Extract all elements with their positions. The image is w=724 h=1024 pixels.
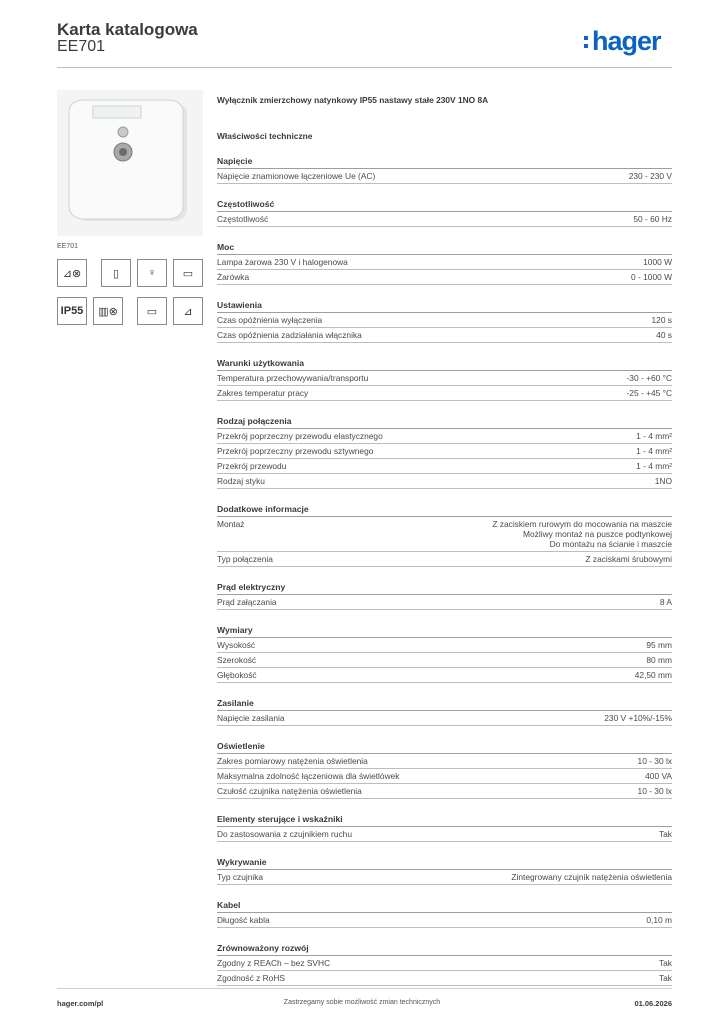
header-divider xyxy=(57,67,672,68)
spec-value: Z zaciskami śrubowymi xyxy=(585,554,672,564)
spec-row xyxy=(217,784,672,799)
section-heading: Elementy sterujące i wskaźniki xyxy=(217,814,672,827)
spec-row xyxy=(217,769,672,784)
section-heading: Wykrywanie xyxy=(217,857,672,870)
spec-section xyxy=(217,199,672,227)
spec-row xyxy=(217,595,672,610)
spec-section xyxy=(217,358,672,401)
spec-row xyxy=(217,169,672,184)
din-mounting-icon: ▥⊗ xyxy=(93,297,123,325)
tube-icon: ▭ xyxy=(137,297,167,325)
section-heading: Zasilanie xyxy=(217,698,672,711)
spec-row xyxy=(217,212,672,227)
spec-label: Długość kabla xyxy=(217,915,270,925)
spec-value: 1 - 4 mm² xyxy=(636,461,672,471)
ip55-badge: IP55 xyxy=(57,297,87,325)
spec-value: 0,10 m xyxy=(646,915,672,925)
spec-value: 50 - 60 Hz xyxy=(633,214,672,224)
spec-label: Rodzaj styku xyxy=(217,476,265,486)
spec-label: Szerokość xyxy=(217,655,257,665)
spec-label: Czułość czujnika natężenia oświetlenia xyxy=(217,786,362,796)
spec-value: 40 s xyxy=(656,330,672,340)
spec-section xyxy=(217,504,672,567)
fluorescent-lamp-icon: ▯ xyxy=(101,259,131,287)
spec-row xyxy=(217,517,672,552)
spec-label: Lampa żarowa 230 V i halogenowa xyxy=(217,257,348,267)
spec-section xyxy=(217,582,672,610)
spec-label: Do zastosowania z czujnikiem ruchu xyxy=(217,829,352,839)
spec-label: Zakres temperatur pracy xyxy=(217,388,309,398)
spec-row xyxy=(217,371,672,386)
spec-row xyxy=(217,270,672,285)
section-heading: Wymiary xyxy=(217,625,672,638)
spec-label: Typ połączenia xyxy=(217,554,273,564)
spec-value: 10 - 30 lx xyxy=(637,756,672,766)
product-photo xyxy=(57,90,203,236)
spec-section xyxy=(217,625,672,683)
twilight-switch-image xyxy=(57,90,203,236)
spec-row xyxy=(217,711,672,726)
spec-value: 95 mm xyxy=(646,640,672,650)
photo-caption: EE701 xyxy=(57,243,79,250)
hager-logo xyxy=(592,26,661,57)
logo-text: hager xyxy=(592,26,661,56)
spec-value: 230 V +10%/-15% xyxy=(604,713,672,723)
footer-notice: Zastrzegamy sobie możliwość zmian technicznych xyxy=(283,999,441,1006)
spec-label: Zgodny z REACh – bez SVHC xyxy=(217,958,331,968)
spec-value: 10 - 30 lx xyxy=(637,786,672,796)
section-heading: Dodatkowe informacje xyxy=(217,504,672,517)
spec-label: Czas opóźnienia zadziałania włącznika xyxy=(217,330,362,340)
spec-section xyxy=(217,814,672,842)
spec-row xyxy=(217,870,672,885)
section-heading: Prąd elektryczny xyxy=(217,582,672,595)
spec-value: 1000 W xyxy=(643,257,672,267)
spec-value: 42,50 mm xyxy=(634,670,672,680)
spec-row xyxy=(217,827,672,842)
spec-label: Napięcie znamionowe łączeniowe Ue (AC) xyxy=(217,171,376,181)
spec-row xyxy=(217,474,672,489)
spec-section xyxy=(217,698,672,726)
spec-value: 400 VA xyxy=(645,771,672,781)
footer-date: 01.06.2026 xyxy=(634,999,672,1008)
spec-column xyxy=(217,95,672,986)
spec-row xyxy=(217,552,672,567)
spec-row xyxy=(217,386,672,401)
spec-label: Zgodność z RoHS xyxy=(217,973,285,983)
spec-value: Tak xyxy=(658,973,672,983)
spec-label: Montaż xyxy=(217,519,245,529)
spec-section xyxy=(217,242,672,285)
spec-label: Typ czujnika xyxy=(217,872,264,882)
wall-mount-icon: ⊿ xyxy=(173,297,203,325)
product-code: EE701 xyxy=(57,38,106,55)
spec-value: Tak xyxy=(658,958,672,968)
spec-value: 1 - 4 mm² xyxy=(636,431,672,441)
spec-value: -30 - +60 °C xyxy=(626,373,672,383)
spec-label: Wysokość xyxy=(217,640,256,650)
spec-value: -25 - +45 °C xyxy=(626,388,672,398)
spec-row xyxy=(217,313,672,328)
spec-row xyxy=(217,913,672,928)
spec-value: 230 - 230 V xyxy=(628,171,672,181)
spec-label: Przekrój poprzeczny przewodu sztywnego xyxy=(217,446,374,456)
spec-label: Prąd załączania xyxy=(217,597,277,607)
spec-label: Częstotliwość xyxy=(217,214,269,224)
light-sensor-symbol-icon: ⊿⊗ xyxy=(57,259,87,287)
spec-row xyxy=(217,459,672,474)
spec-label: Przekrój przewodu xyxy=(217,461,287,471)
spec-row xyxy=(217,255,672,270)
spec-row xyxy=(217,956,672,971)
spec-label: Napięcie zasilania xyxy=(217,713,285,723)
spec-section xyxy=(217,741,672,799)
spec-value: Zintegrowany czujnik natężenia oświetlenia xyxy=(511,872,672,882)
spec-section xyxy=(217,300,672,343)
spec-section xyxy=(217,900,672,928)
section-heading: Kabel xyxy=(217,900,672,913)
spec-row xyxy=(217,971,672,986)
spec-label: Żarówka xyxy=(217,272,250,282)
section-heading: Ustawienia xyxy=(217,300,672,313)
logo-dots-icon xyxy=(584,36,589,52)
spec-row xyxy=(217,668,672,683)
section-heading: Częstotliwość xyxy=(217,199,672,212)
spec-section xyxy=(217,943,672,986)
spec-value: 120 s xyxy=(651,315,672,325)
spec-label: Maksymalna zdolność łączeniowa dla świetlówek xyxy=(217,771,400,781)
spec-value: 80 mm xyxy=(646,655,672,665)
spec-label: Przekrój poprzeczny przewodu elastycznego xyxy=(217,431,383,441)
header-title: Karta katalogowa xyxy=(57,20,198,39)
properties-heading: Właściwości techniczne xyxy=(217,131,313,141)
spec-section xyxy=(217,857,672,885)
spec-section xyxy=(217,416,672,489)
spec-sections xyxy=(217,156,672,986)
spec-row xyxy=(217,653,672,668)
spec-value: 1NO xyxy=(654,476,672,486)
section-heading: Oświetlenie xyxy=(217,741,672,754)
product-title: Wyłącznik zmierzchowy natynkowy IP55 nastawy stałe 230V 1NO 8A xyxy=(217,95,489,105)
spec-row xyxy=(217,444,672,459)
spec-row xyxy=(217,328,672,343)
section-heading: Warunki użytkowania xyxy=(217,358,672,371)
spec-label: Temperatura przechowywania/transportu xyxy=(217,373,369,383)
bulb-icon: ♀ xyxy=(137,259,167,287)
section-heading: Napięcie xyxy=(217,156,672,169)
spec-label: Zakres pomiarowy natężenia oświetlenia xyxy=(217,756,368,766)
footer-website: hager.com/pl xyxy=(57,999,104,1008)
section-heading: Rodzaj połączenia xyxy=(217,416,672,429)
spec-value: 0 - 1000 W xyxy=(631,272,672,282)
tube-lamp-icon: ▭ xyxy=(173,259,203,287)
spec-label: Głębokość xyxy=(217,670,257,680)
spec-row xyxy=(217,754,672,769)
spec-value: Tak xyxy=(658,829,672,839)
section-heading: Zrównoważony rozwój xyxy=(217,943,672,956)
spec-row xyxy=(217,638,672,653)
spec-label: Czas opóźnienia wyłączenia xyxy=(217,315,323,325)
spec-value: 8 A xyxy=(659,597,672,607)
spec-section xyxy=(217,156,672,184)
spec-row xyxy=(217,429,672,444)
spec-value: Z zaciskiem rurowym do mocowania na maszcie Możliwy montaż na puszce podtynkowej Do montażu na ścianie i maszcie xyxy=(492,519,672,549)
footer-divider xyxy=(57,988,672,989)
spec-value: 1 - 4 mm² xyxy=(636,446,672,456)
section-heading: Moc xyxy=(217,242,672,255)
